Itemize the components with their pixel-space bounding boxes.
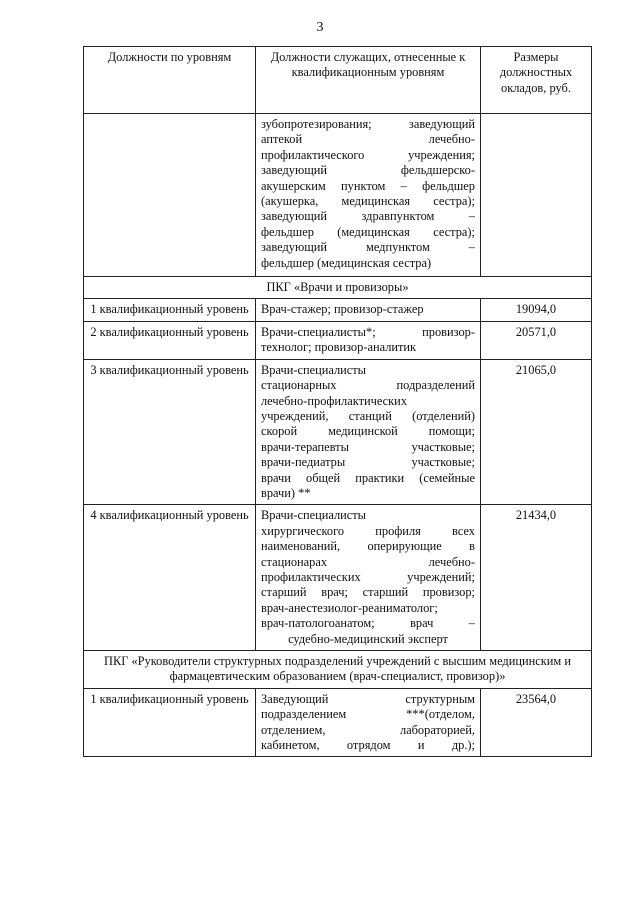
description-line: врачи-педиатры участковые; [261,455,475,470]
level-cell: 1 квалификационный уровень [84,299,256,321]
description-line: технолог; провизор-аналитик [261,340,417,355]
description-line: подразделением ***(отделом, [261,707,475,722]
header-salary-sizes: Размеры должностных окладов, руб. [481,47,592,114]
salary-cell-empty [481,114,592,277]
level-cell: 2 квалификационный уровень [84,321,256,359]
table-row [84,299,592,321]
description-line: врач-патологоанатом; врач – [261,616,475,631]
table-row [84,505,592,651]
table-row [84,688,592,757]
description-line: стационарных подразделений [261,378,475,393]
description-line: врачи-терапевты участковые; [261,439,475,454]
description-line: Врач-стажер; провизор-стажер [261,302,424,317]
description-line: врачи общей практики (семейные [261,470,475,485]
description-line: зубопротезирования; заведующий [261,117,475,131]
description-cell [256,114,481,277]
description-line: врачи) ** [261,485,311,500]
description-line: Врачи-специалисты [261,508,367,523]
description-cell [256,299,481,321]
salary-cell: 23564,0 [481,688,592,757]
description-line: Врачи-специалисты*; провизор- [261,324,475,339]
group-title: ПКГ «Врачи и провизоры» [84,277,592,299]
description-line: Врачи-специалисты [261,362,367,377]
salary-cell: 21434,0 [481,505,592,651]
table-header-row [84,47,592,114]
description-line: заведующий здравпунктом – [261,209,475,224]
description-line: скорой медицинской помощи; [261,424,475,439]
description-line: учреждений, станций (отделений) [261,408,475,423]
table-row [84,359,592,505]
level-cell: 1 квалификационный уровень [84,688,256,757]
description-line: хирургического профиля всех [261,523,475,538]
salary-cell: 21065,0 [481,359,592,505]
table-row [84,321,592,359]
description-line: кабинетом, отрядом и др.); [261,738,475,753]
level-cell: 4 квалификационный уровень [84,505,256,651]
header-positions-of-employees: Должности служащих, отнесенные к квалификационным уровням [256,47,481,114]
description-line: судебно-медицинский эксперт [288,631,448,646]
description-line: фельдшер (медицинская сестра) [261,255,432,270]
description-line: стационарах лечебно- [261,554,475,569]
level-cell-empty [84,114,256,277]
group-row-heads-of-divisions [84,651,592,689]
description-line: (акушерка, медицинская сестра); [261,194,475,209]
description-cell [256,321,481,359]
level-cell: 3 квалификационный уровень [84,359,256,505]
description-line: заведующий медпунктом – [261,240,475,255]
group-title: ПКГ «Руководители структурных подразделений учреждений с высшим медицинским и фармацевтическим образованием (врач-специалист, провизор)» [84,651,592,689]
table-row-continuation [84,114,592,277]
page-number: 3 [316,20,324,35]
description-line: отделением, лабораторией, [261,722,475,737]
description-line: старший врач; старший провизор; [261,585,475,600]
salary-table [83,46,592,757]
description-line: профилактического учреждения; [261,147,475,162]
description-cell [256,688,481,757]
description-line: лечебно-профилактических [261,393,408,408]
description-line: фельдшер (медицинская сестра); [261,224,475,239]
salary-cell: 20571,0 [481,321,592,359]
description-line: Заведующий структурным [261,691,475,706]
description-line: врач-анестезиолог-реаниматолог; [261,600,438,615]
salary-cell: 19094,0 [481,299,592,321]
header-positions-by-level: Должности по уровням [84,47,256,114]
description-line: наименований, оперирующие в [261,539,475,554]
description-cell [256,505,481,651]
description-line: заведующий фельдшерско- [261,163,475,178]
description-line: акушерским пунктом – фельдшер [261,178,475,193]
description-cell [256,359,481,505]
group-row-doctors [84,277,592,299]
description-line: аптекой лечебно- [261,132,475,147]
description-line: профилактических учреждений; [261,569,475,584]
